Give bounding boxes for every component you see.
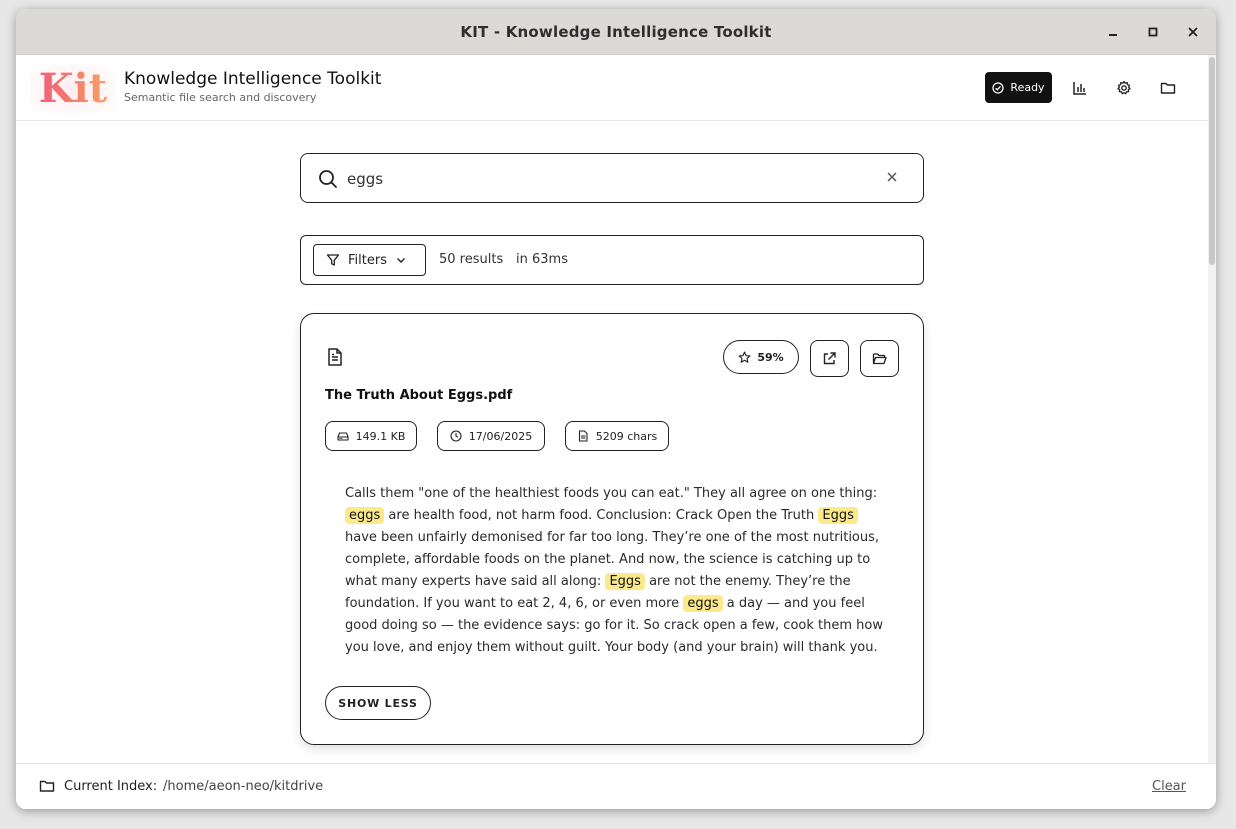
search-highlight: eggs — [683, 595, 722, 612]
open-index-button[interactable] — [1156, 76, 1180, 100]
file-date: 17/06/2025 — [468, 429, 533, 443]
app-title: Knowledge Intelligence Toolkit — [124, 69, 382, 89]
status-ready-button[interactable] — [985, 72, 1052, 103]
result-snippet — [345, 483, 893, 659]
open-containing-folder-button[interactable] — [860, 340, 899, 377]
external-link-icon — [822, 351, 837, 366]
open-file-button[interactable] — [810, 340, 849, 377]
close-button[interactable] — [1181, 20, 1205, 44]
vertical-scrollbar[interactable] — [1208, 55, 1216, 763]
window-title: KIT - Knowledge Intelligence Toolkit — [460, 23, 772, 41]
snippet-text: are not the enemy. They’re the foundation. If you want to eat 2, 4, 6, or even more — [345, 574, 851, 611]
status-label: Ready — [1010, 81, 1045, 94]
app-subtitle: Semantic file search and discovery — [124, 91, 317, 104]
app-logo — [30, 65, 116, 113]
filters-dropdown-button[interactable] — [313, 244, 426, 276]
search-box — [300, 153, 924, 203]
search-highlight: Eggs — [818, 507, 858, 524]
clear-search-icon[interactable] — [885, 170, 899, 184]
char-count: 5209 chars — [595, 429, 658, 443]
relevance-score-badge — [723, 340, 799, 374]
settings-button[interactable] — [1112, 76, 1136, 100]
snippet-text: a day — and you feel good doing so — the evidence says: go for it. So crack open a few, cook them how you love, and enjoy them without guilt. Your body (and your brain) will thank you. — [345, 596, 883, 655]
search-icon — [317, 168, 339, 190]
folder-icon — [39, 778, 55, 794]
chevron-down-icon — [395, 254, 407, 266]
current-index-path: /home/aeon-neo/kitdrive — [163, 779, 324, 794]
filters-label: Filters — [348, 252, 387, 268]
document-icon — [325, 347, 345, 367]
file-date-chip — [437, 421, 545, 451]
file-size-chip — [325, 421, 417, 451]
file-text-icon — [577, 430, 589, 442]
search-highlight: Eggs — [605, 573, 645, 590]
minimize-icon — [1108, 27, 1118, 37]
maximize-button[interactable] — [1141, 20, 1165, 44]
status-footer — [16, 763, 1216, 809]
results-count: 50 results — [439, 252, 504, 267]
clear-index-link[interactable]: Clear — [1152, 779, 1186, 794]
file-size: 149.1 KB — [355, 429, 406, 443]
chart-bar-icon — [1072, 80, 1088, 96]
stats-button[interactable] — [1068, 76, 1092, 100]
title-bar — [16, 9, 1216, 55]
folder-icon — [1160, 80, 1176, 96]
scrollbar-thumb[interactable] — [1209, 57, 1215, 265]
search-input[interactable] — [347, 164, 867, 194]
logo-text: Kit — [38, 65, 108, 112]
relevance-score: 59% — [757, 350, 784, 364]
app-header — [16, 55, 1208, 121]
star-icon — [738, 351, 751, 364]
clock-icon — [450, 430, 462, 442]
folder-open-icon — [872, 351, 887, 366]
results-time: in 63ms — [516, 252, 568, 267]
current-index-label: Current Index: — [64, 779, 158, 794]
file-name: The Truth About Eggs.pdf — [325, 388, 513, 403]
minimize-button[interactable] — [1101, 20, 1125, 44]
gear-icon — [1116, 80, 1132, 96]
app-window — [16, 9, 1216, 809]
snippet-text: Calls them "one of the healthiest foods you can eat." They all agree on one thing: — [345, 486, 878, 501]
hard-drive-icon — [337, 430, 349, 442]
close-icon — [1188, 27, 1198, 37]
show-less-button[interactable]: SHOW LESS — [325, 686, 431, 720]
char-count-chip — [565, 421, 669, 451]
snippet-text: are health food, not harm food. Conclusion: Crack Open the Truth — [388, 508, 815, 523]
check-circle-icon — [992, 82, 1004, 94]
result-card — [300, 313, 924, 745]
filter-bar — [300, 235, 924, 285]
search-highlight: eggs — [345, 507, 384, 524]
filter-icon — [326, 253, 340, 267]
snippet-text: have been unfairly demonised for far too long. They’re one of the most nutritious, complete, affordable foods on the planet. And now, the science is catching up to what many experts have said all along: — [345, 530, 880, 589]
maximize-icon — [1148, 27, 1158, 37]
